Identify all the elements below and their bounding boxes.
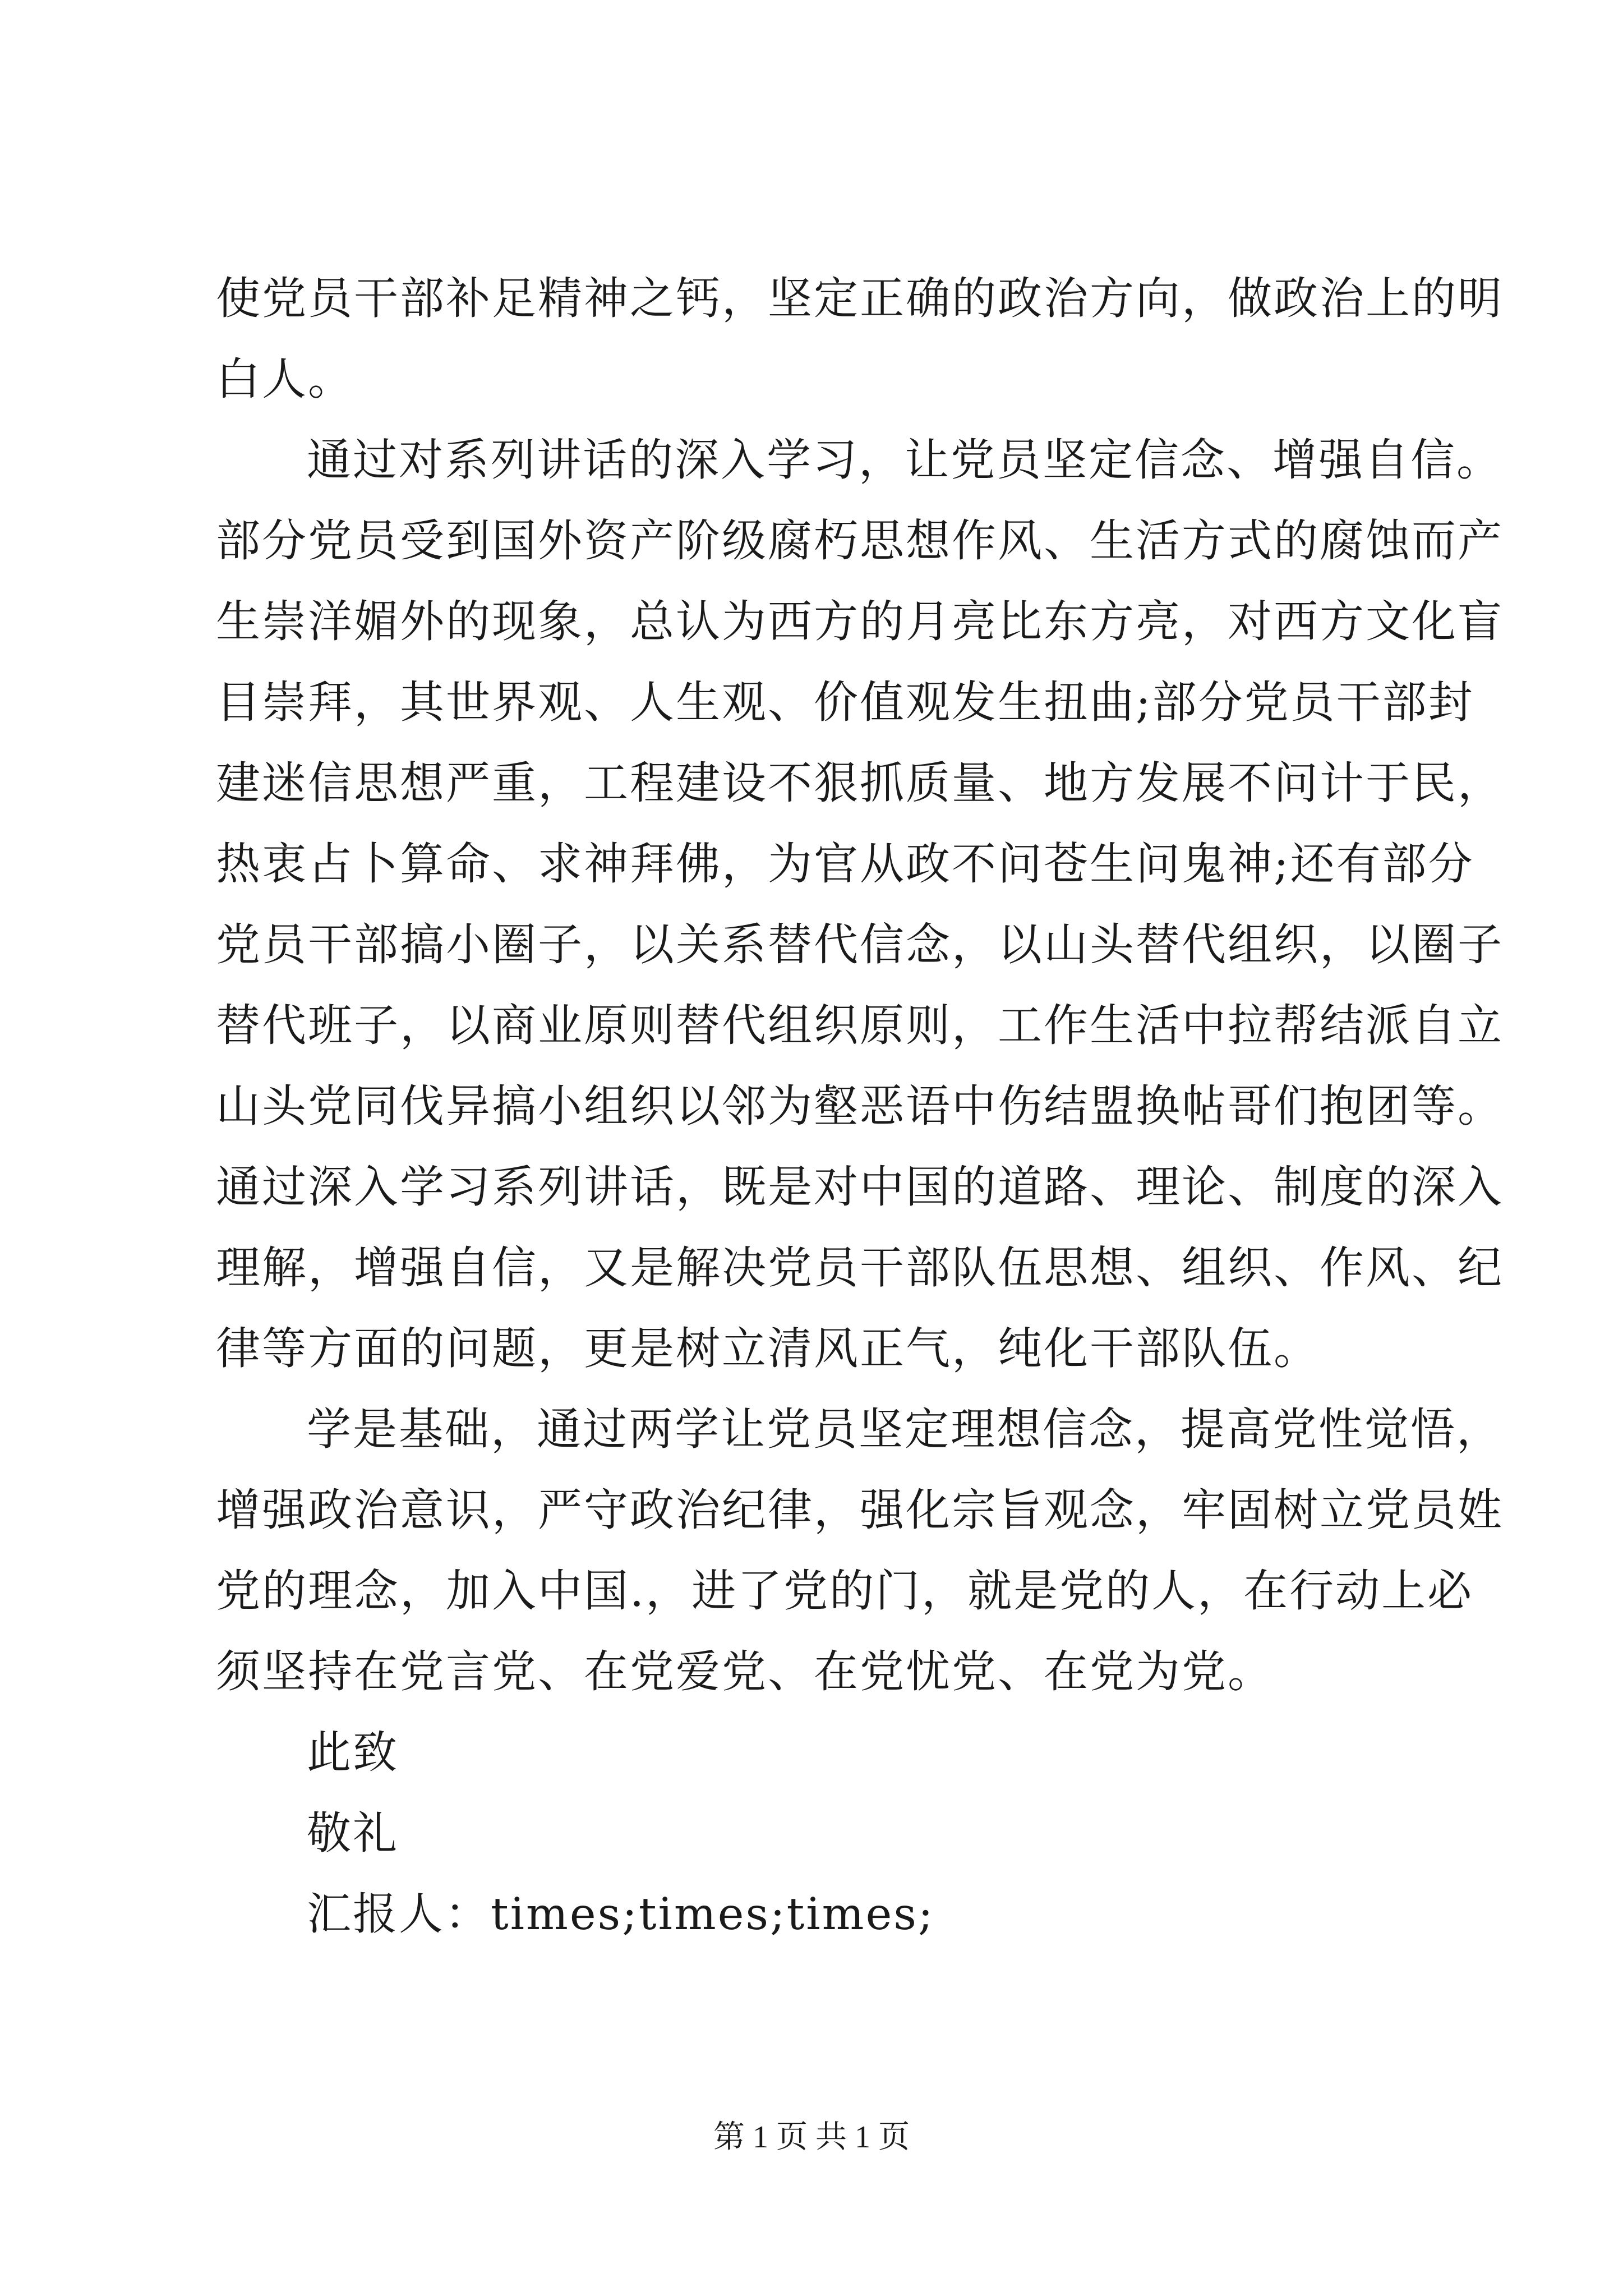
paragraph-start-line: 学是基础，通过两学让党员坚定理想信念，提高党性觉悟，	[307, 1404, 1502, 1455]
text-line: 建迷信思想严重，工程建设不狠抓质量、地方发展不问计于民，	[216, 757, 1504, 809]
text-line: 增强政治意识，严守政治纪律，强化宗旨观念，牢固树立党员姓	[216, 1484, 1504, 1536]
text-line: 热衷占卜算命、求神拜佛，为官从政不问苍生问鬼神;还有部分	[216, 838, 1474, 890]
page-number-footer: 第 1 页 共 1 页	[713, 2120, 910, 2155]
reporter-signature: 汇报人：times;times;times;	[307, 1888, 935, 1940]
text-line: 白人。	[216, 353, 354, 405]
text-line: 通过深入学习系列讲话，既是对中国的道路、理论、制度的深入	[216, 1161, 1504, 1213]
paragraph-start-line: 通过对系列讲话的深入学习，让党员坚定信念、增强自信。	[307, 434, 1502, 486]
text-line: 须坚持在党言党、在党爱党、在党忧党、在党为党。	[216, 1646, 1274, 1697]
closing-regards: 敬礼	[307, 1807, 399, 1859]
text-line: 理解，增强自信，又是解决党员干部队伍思想、组织、作风、纪	[216, 1242, 1504, 1294]
closing-salutation: 此致	[307, 1727, 399, 1778]
text-line: 山头党同伐异搞小组织以邻为壑恶语中伤结盟换帖哥们抱团等。	[216, 1080, 1504, 1132]
document-body	[216, 258, 1504, 1954]
text-line: 使党员干部补足精神之钙，坚定正确的政治方向，做政治上的明	[216, 273, 1504, 324]
text-line: 替代班子，以商业原则替代组织原则，工作生活中拉帮结派自立	[216, 1000, 1504, 1051]
text-line: 党员干部搞小圈子，以关系替代信念，以山头替代组织，以圈子	[216, 919, 1504, 970]
text-line: 部分党员受到国外资产阶级腐朽思想作风、生活方式的腐蚀而产	[216, 515, 1504, 567]
text-line: 目崇拜，其世界观、人生观、价值观发生扭曲;部分党员干部封	[216, 677, 1474, 728]
text-line: 党的理念，加入中国.，进了党的门，就是党的人，在行动上必	[216, 1565, 1474, 1617]
text-line: 律等方面的问题，更是树立清风正气，纯化干部队伍。	[216, 1323, 1320, 1374]
text-line: 生崇洋媚外的现象，总认为西方的月亮比东方亮，对西方文化盲	[216, 596, 1504, 647]
